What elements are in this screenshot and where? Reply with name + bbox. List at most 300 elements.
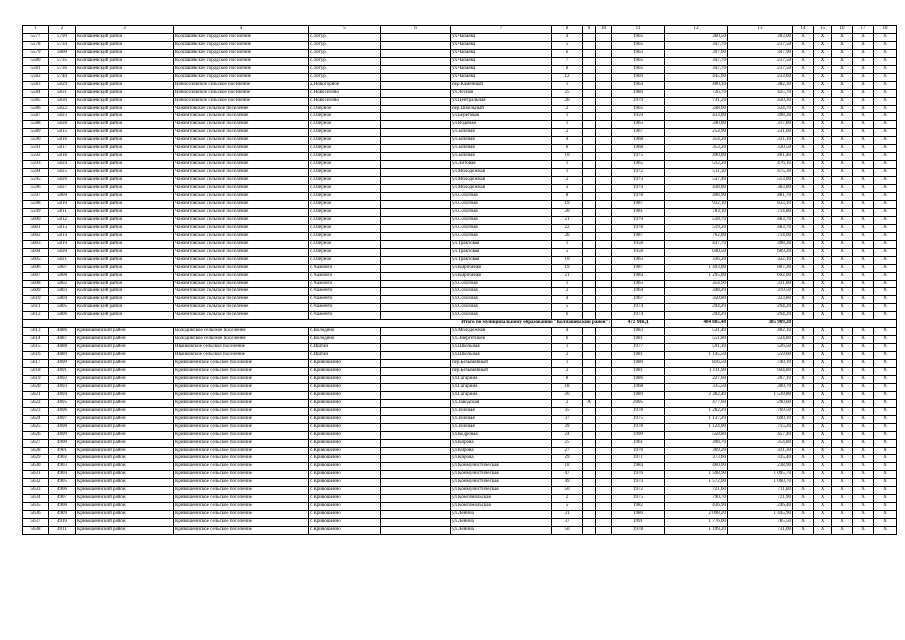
cell-col-11: 1981 xyxy=(612,336,665,344)
cell-col-14: X xyxy=(793,41,814,49)
cell-col-9 xyxy=(583,344,596,352)
cell-col-17: X xyxy=(853,200,874,208)
cell-col-16: X xyxy=(832,439,853,447)
cell-col-5: с.Озерное xyxy=(309,153,381,161)
cell-col-4: Кривошеинское сельское поселение xyxy=(174,487,309,495)
cell-col-10 xyxy=(596,423,612,431)
cell-col-5: с.Озерное xyxy=(309,248,381,256)
table-row xyxy=(23,328,897,336)
table-row xyxy=(23,200,897,208)
cell-col-16: X xyxy=(832,344,853,352)
cell-col-12: 227,60 xyxy=(665,375,728,383)
cell-col-14: X xyxy=(793,407,814,415)
cell-col-7: ул.Сохозная xyxy=(451,280,552,288)
cell-col-14: X xyxy=(793,89,814,97)
cell-col-8: 18 xyxy=(552,463,583,471)
cell-col-9 xyxy=(583,208,596,216)
cell-col-5: с.Тогур xyxy=(309,57,381,65)
cell-col-13: 425,70 xyxy=(728,89,793,97)
cell-col-17: X xyxy=(853,161,874,169)
cell-col-3: Колпашевский район xyxy=(76,232,174,240)
cell-col-10 xyxy=(596,399,612,407)
cell-col-11: 1965 xyxy=(612,105,665,113)
cell-col-8: 10 xyxy=(552,256,583,264)
cell-col-4: Кривошеинское сельское поселение xyxy=(174,415,309,423)
cell-col-17: X xyxy=(853,153,874,161)
cell-col-6 xyxy=(381,193,451,201)
cell-col-2: 4896 xyxy=(49,407,76,415)
cell-col-11: 1986 xyxy=(612,375,665,383)
cell-col-8: 8 xyxy=(552,65,583,73)
cell-col-13: 237,50 xyxy=(728,57,793,65)
cell-col-18: X xyxy=(874,487,897,495)
housing-register-table xyxy=(22,25,897,535)
cell-col-9 xyxy=(583,503,596,511)
cell-col-17: X xyxy=(853,113,874,121)
cell-col-7: ул.Чапаева xyxy=(451,49,552,57)
cell-col-4: Чажемтовское сельское поселение xyxy=(174,200,309,208)
cell-col-9 xyxy=(583,463,596,471)
cell-col-11: 1984 xyxy=(612,463,665,471)
cell-col-3: Колпашевский район xyxy=(76,153,174,161)
cell-col-9 xyxy=(583,383,596,391)
cell-col-2: 5813 xyxy=(49,224,76,232)
cell-col-16: X xyxy=(832,455,853,463)
cell-col-8: 2 xyxy=(552,399,583,407)
cell-col-4: Кривошеинское сельское поселение xyxy=(174,439,309,447)
cell-col-5: с.Кривошеино xyxy=(309,407,381,415)
cell-col-2: 5816 xyxy=(49,137,76,145)
cell-col-6 xyxy=(381,240,451,248)
cell-col-9 xyxy=(583,49,596,57)
cell-col-10 xyxy=(596,73,612,81)
cell-col-7: ул.Чапаева xyxy=(451,73,552,81)
cell-col-17: X xyxy=(853,296,874,304)
cell-col-2: 5815 xyxy=(49,129,76,137)
cell-col-12: 498,90 xyxy=(665,193,728,201)
cell-col-15: X xyxy=(814,216,832,224)
table-row xyxy=(23,256,897,264)
cell-col-6 xyxy=(381,367,451,375)
cell-col-13: 481,70 xyxy=(728,193,793,201)
cell-col-16: X xyxy=(832,169,853,177)
cell-col-10 xyxy=(596,352,612,360)
table-row xyxy=(23,232,897,240)
cell-col-12: 254,90 xyxy=(665,129,728,137)
cell-col-10 xyxy=(596,375,612,383)
cell-col-6 xyxy=(381,177,451,185)
cell-col-18: X xyxy=(874,288,897,296)
cell-col-4: Колпашевское городское поселение xyxy=(174,57,309,65)
cell-col-7: ул.Сохозная xyxy=(451,200,552,208)
cell-col-11: 1963 xyxy=(612,256,665,264)
cell-col-14: X xyxy=(793,272,814,280)
cell-col-7: ул.Зеленая xyxy=(451,423,552,431)
cell-col-5: с.Озерное xyxy=(309,129,381,137)
cell-col-2: 5829 xyxy=(49,81,76,89)
cell-col-6 xyxy=(381,352,451,360)
cell-col-5: с.Чажемто xyxy=(309,312,381,320)
cell-col-3: Кривошеинский район xyxy=(76,360,174,368)
cell-col-12: 347,70 xyxy=(665,57,728,65)
cell-col-17: X xyxy=(853,367,874,375)
cell-col-14: X xyxy=(793,503,814,511)
cell-col-3: Кривошеинский район xyxy=(76,479,174,487)
cell-col-16: X xyxy=(832,137,853,145)
cell-col-14: X xyxy=(793,121,814,129)
cell-col-10 xyxy=(596,280,612,288)
cell-col-15: X xyxy=(814,447,832,455)
cell-col-7: ул.Сохозная xyxy=(451,216,552,224)
cell-col-1: 5620 xyxy=(23,383,49,391)
cell-col-1: 5626 xyxy=(23,431,49,439)
cell-col-11: 1974 xyxy=(612,304,665,312)
cell-col-15: X xyxy=(814,208,832,216)
cell-col-1: 5611 xyxy=(23,304,49,312)
cell-col-15: X xyxy=(814,511,832,519)
cell-col-12: 531,40 xyxy=(665,328,728,336)
cell-col-5: с.Кривошеино xyxy=(309,415,381,423)
cell-col-11: 1968 xyxy=(612,145,665,153)
cell-col-1: 5582 xyxy=(23,73,49,81)
cell-col-16: X xyxy=(832,129,853,137)
cell-col-12: 348,00 xyxy=(665,105,728,113)
cell-col-16: X xyxy=(832,383,853,391)
cell-col-11: 1980 xyxy=(612,89,665,97)
cell-col-8: 31 xyxy=(552,511,583,519)
cell-col-13: 457,40 xyxy=(728,431,793,439)
cell-col-14: X xyxy=(793,471,814,479)
cell-col-15: X xyxy=(814,121,832,129)
cell-col-17: X xyxy=(853,439,874,447)
cell-col-10 xyxy=(596,200,612,208)
table-row xyxy=(23,73,897,81)
cell-col-12: 397,00 xyxy=(665,49,728,57)
cell-col-12: 2 382,40 xyxy=(665,391,728,399)
cell-col-11: 1984 xyxy=(612,272,665,280)
cell-col-18: X xyxy=(874,479,897,487)
cell-col-6 xyxy=(381,519,451,527)
cell-col-15: X xyxy=(814,177,832,185)
cell-col-18: X xyxy=(874,367,897,375)
cell-col-3: Кривошеинский район xyxy=(76,391,174,399)
cell-col-12: 445,60 xyxy=(665,73,728,81)
cell-col-3: Колпашевский район xyxy=(76,33,174,41)
cell-col-8: 6 xyxy=(552,336,583,344)
cell-col-13: 833,10 xyxy=(728,200,793,208)
cell-col-10 xyxy=(596,65,612,73)
cell-col-14: X xyxy=(793,527,814,535)
cell-col-1: 5633 xyxy=(23,487,49,495)
cell-col-5: с.Кривошеино xyxy=(309,431,381,439)
cell-col-13: 331,30 xyxy=(728,447,793,455)
cell-col-10 xyxy=(596,256,612,264)
cell-col-2: 5805 xyxy=(49,304,76,312)
cell-col-16: X xyxy=(832,224,853,232)
cell-col-3: Колпашевский район xyxy=(76,240,174,248)
cell-col-17: X xyxy=(853,511,874,519)
cell-col-10 xyxy=(596,137,612,145)
cell-col-18: X xyxy=(874,208,897,216)
table-row xyxy=(23,391,897,399)
cell-col-10 xyxy=(596,89,612,97)
cell-col-18: X xyxy=(874,527,897,535)
table-row xyxy=(23,447,897,455)
table-row xyxy=(23,185,897,193)
cell-col-4: Чажемтовское сельское поселение xyxy=(174,224,309,232)
cell-col-12: 1 199,20 xyxy=(665,527,728,535)
cell-col-7: ул.Чапаева xyxy=(451,41,552,49)
cell-col-17: X xyxy=(853,487,874,495)
cell-col-16: X xyxy=(832,33,853,41)
cell-col-16: X xyxy=(832,272,853,280)
cell-col-8: 2 xyxy=(552,129,583,137)
cell-col-2: 5803 xyxy=(49,288,76,296)
cell-col-5: с.Озерное xyxy=(309,200,381,208)
cell-col-8: 25 xyxy=(552,89,583,97)
cell-col-15: X xyxy=(814,89,832,97)
cell-col-9 xyxy=(583,272,596,280)
cell-col-1: 5598 xyxy=(23,200,49,208)
cell-col-4: Чажемтовское сельское поселение xyxy=(174,296,309,304)
cell-col-16: X xyxy=(832,153,853,161)
cell-col-11: 1958 xyxy=(612,248,665,256)
cell-col-6 xyxy=(381,344,451,352)
cell-col-14: X xyxy=(793,240,814,248)
table-row xyxy=(23,471,897,479)
table-row xyxy=(23,97,897,105)
cell-col-4: Чажемтовское сельское поселение xyxy=(174,169,309,177)
cell-col-8: 2 xyxy=(552,177,583,185)
cell-col-8: 35 xyxy=(552,407,583,415)
cell-col-6 xyxy=(381,57,451,65)
cell-col-8: 1 xyxy=(552,161,583,169)
table-row xyxy=(23,65,897,73)
cell-col-6 xyxy=(381,511,451,519)
cell-col-12: 477,60 xyxy=(665,399,728,407)
cell-col-10 xyxy=(596,129,612,137)
cell-col-11: 1958 xyxy=(612,240,665,248)
cell-col-18: X xyxy=(874,89,897,97)
table-row xyxy=(23,463,897,471)
cell-col-18: X xyxy=(874,137,897,145)
cell-col-17: X xyxy=(853,423,874,431)
cell-col-13: 330,50 xyxy=(728,145,793,153)
cell-col-18: X xyxy=(874,129,897,137)
cell-col-13: 483,70 xyxy=(728,216,793,224)
cell-col-4: Кривошеинское сельское поселение xyxy=(174,471,309,479)
cell-col-14: X xyxy=(793,49,814,57)
cell-col-11: 1974 xyxy=(612,479,665,487)
cell-col-17: X xyxy=(853,447,874,455)
cell-col-5: с.Кривошеино xyxy=(309,360,381,368)
cell-col-11: 11 xyxy=(612,26,665,34)
cell-col-11: 1972 xyxy=(612,487,665,495)
cell-col-9 xyxy=(583,177,596,185)
cell-col-17: X xyxy=(853,479,874,487)
cell-col-13: 483,70 xyxy=(728,224,793,232)
cell-col-8: 5 xyxy=(552,304,583,312)
cell-col-16: X xyxy=(832,423,853,431)
table-row xyxy=(23,49,897,57)
cell-col-3: Кривошеинский район xyxy=(76,336,174,344)
cell-col-12: 1 493,00 xyxy=(665,264,728,272)
cell-col-6 xyxy=(381,153,451,161)
cell-col-5: с.Кривошеино xyxy=(309,487,381,495)
cell-col-7: пер.Каменный xyxy=(451,81,552,89)
cell-col-6 xyxy=(381,256,451,264)
cell-col-16: X xyxy=(832,200,853,208)
cell-col-10 xyxy=(596,495,612,503)
cell-col-3: Колпашевский район xyxy=(76,208,174,216)
cell-col-2: 5799 xyxy=(49,33,76,41)
cell-col-17: X xyxy=(853,383,874,391)
cell-col-11: 1981 xyxy=(612,367,665,375)
cell-col-9 xyxy=(583,57,596,65)
cell-col-15: X xyxy=(814,137,832,145)
cell-col-8: 24 xyxy=(552,431,583,439)
cell-col-9 xyxy=(583,336,596,344)
table-row xyxy=(23,344,897,352)
cell-col-6 xyxy=(381,208,451,216)
cell-col-5: с.Чажемто xyxy=(309,264,381,272)
cell-col-7: ул.Сохозная xyxy=(451,232,552,240)
cell-col-14: X xyxy=(793,145,814,153)
cell-col-11: 1975 xyxy=(612,153,665,161)
cell-col-12: 558,80 xyxy=(665,431,728,439)
cell-col-1: 5592 xyxy=(23,153,49,161)
cell-col-2: 5819 xyxy=(49,240,76,248)
cell-col-11: 1980 xyxy=(612,360,665,368)
cell-col-12: 373,60 xyxy=(665,455,728,463)
table-row xyxy=(23,312,897,320)
cell-col-15: X xyxy=(814,375,832,383)
cell-col-10 xyxy=(596,105,612,113)
cell-col-18: X xyxy=(874,169,897,177)
cell-col-15: X xyxy=(814,519,832,527)
cell-col-10 xyxy=(596,296,612,304)
table-row xyxy=(23,383,897,391)
cell-col-1: 5589 xyxy=(23,129,49,137)
table-row xyxy=(23,288,897,296)
cell-col-9: 9 xyxy=(583,26,596,34)
cell-col-1: 5629 xyxy=(23,455,49,463)
cell-col-8: 19 xyxy=(552,200,583,208)
cell-col-2: 4902 xyxy=(49,455,76,463)
cell-col-11: 1975 xyxy=(612,495,665,503)
cell-col-18: X xyxy=(874,232,897,240)
cell-col-13: 335,40 xyxy=(728,455,793,463)
cell-col-6 xyxy=(381,65,451,73)
cell-col-13: 1 445,90 xyxy=(728,511,793,519)
cell-col-8: 2 xyxy=(552,288,583,296)
cell-col-6 xyxy=(381,73,451,81)
table-row xyxy=(23,41,897,49)
cell-col-6 xyxy=(381,375,451,383)
cell-col-7: ул.Чапаева xyxy=(451,57,552,65)
cell-col-10 xyxy=(596,304,612,312)
cell-col-18: X xyxy=(874,81,897,89)
cell-col-12: 1 111,90 xyxy=(665,367,728,375)
cell-col-4: Новоселовское сельское поселение xyxy=(174,81,309,89)
cell-col-1: 5603 xyxy=(23,240,49,248)
cell-col-14: X xyxy=(793,169,814,177)
cell-col-7: ул.Зеленая xyxy=(451,145,552,153)
cell-col-13: 294,20 xyxy=(728,304,793,312)
cell-col-3: Кривошеинский район xyxy=(76,511,174,519)
cell-col-2: 4911 xyxy=(49,527,76,535)
cell-col-4: Кривошеинское сельское поселение xyxy=(174,479,309,487)
cell-col-13: 303,00 xyxy=(728,33,793,41)
cell-col-18: X xyxy=(874,280,897,288)
cell-col-8: 2 xyxy=(552,352,583,360)
cell-col-15: X xyxy=(814,232,832,240)
cell-col-11: 1967 xyxy=(612,296,665,304)
cell-col-3: Колпашевский район xyxy=(76,105,174,113)
cell-col-17: X xyxy=(853,503,874,511)
cell-col-16: X xyxy=(832,391,853,399)
cell-col-1: 5585 xyxy=(23,97,49,105)
cell-col-18: X xyxy=(874,439,897,447)
cell-col-7: ул.Литовая xyxy=(451,161,552,169)
cell-col-16: X xyxy=(832,264,853,272)
cell-col-5: с.Озерное xyxy=(309,256,381,264)
cell-col-6: 6 xyxy=(381,26,451,34)
cell-col-16: X xyxy=(832,463,853,471)
cell-col-5: с.Озерное xyxy=(309,137,381,145)
cell-col-18: X xyxy=(874,431,897,439)
table-row xyxy=(23,407,897,415)
cell-col-12: 347,70 xyxy=(665,41,728,49)
cell-col-2: 5830 xyxy=(49,97,76,105)
cell-col-15: X xyxy=(814,65,832,73)
cell-col-17: X xyxy=(853,288,874,296)
cell-col-1: 5638 xyxy=(23,527,49,535)
cell-col-11: 1965 xyxy=(612,57,665,65)
cell-col-18: X xyxy=(874,511,897,519)
cell-col-10 xyxy=(596,407,612,415)
cell-col-7: ул.Энергетиков xyxy=(451,336,552,344)
cell-col-1: 5596 xyxy=(23,185,49,193)
cell-col-6 xyxy=(381,121,451,129)
cell-col-11: 1978 xyxy=(612,527,665,535)
cell-col-18: X xyxy=(874,328,897,336)
cell-col-8: 6 xyxy=(552,145,583,153)
cell-col-15: X xyxy=(814,288,832,296)
cell-col-14: X xyxy=(793,487,814,495)
cell-col-3: Кривошеинский район xyxy=(76,431,174,439)
cell-col-5: с.Кривошеино xyxy=(309,367,381,375)
cell-col-10 xyxy=(596,344,612,352)
table-row xyxy=(23,360,897,368)
cell-col-4: Чажемтовское сельское поселение xyxy=(174,216,309,224)
cell-col-14: X xyxy=(793,232,814,240)
cell-col-18: X xyxy=(874,113,897,121)
cell-col-15: X xyxy=(814,312,832,320)
cell-col-3: Колпашевский район xyxy=(76,216,174,224)
cell-col-18: X xyxy=(874,145,897,153)
cell-col-10 xyxy=(596,224,612,232)
cell-col-5: с.Чажемто xyxy=(309,296,381,304)
cell-col-14: X xyxy=(793,479,814,487)
cell-col-18: X xyxy=(874,185,897,193)
cell-col-9 xyxy=(583,65,596,73)
cell-col-14: X xyxy=(793,73,814,81)
table-row xyxy=(23,161,897,169)
cell-col-15: X xyxy=(814,304,832,312)
cell-col-12: 350,80 xyxy=(665,296,728,304)
cell-col-15: X xyxy=(814,73,832,81)
